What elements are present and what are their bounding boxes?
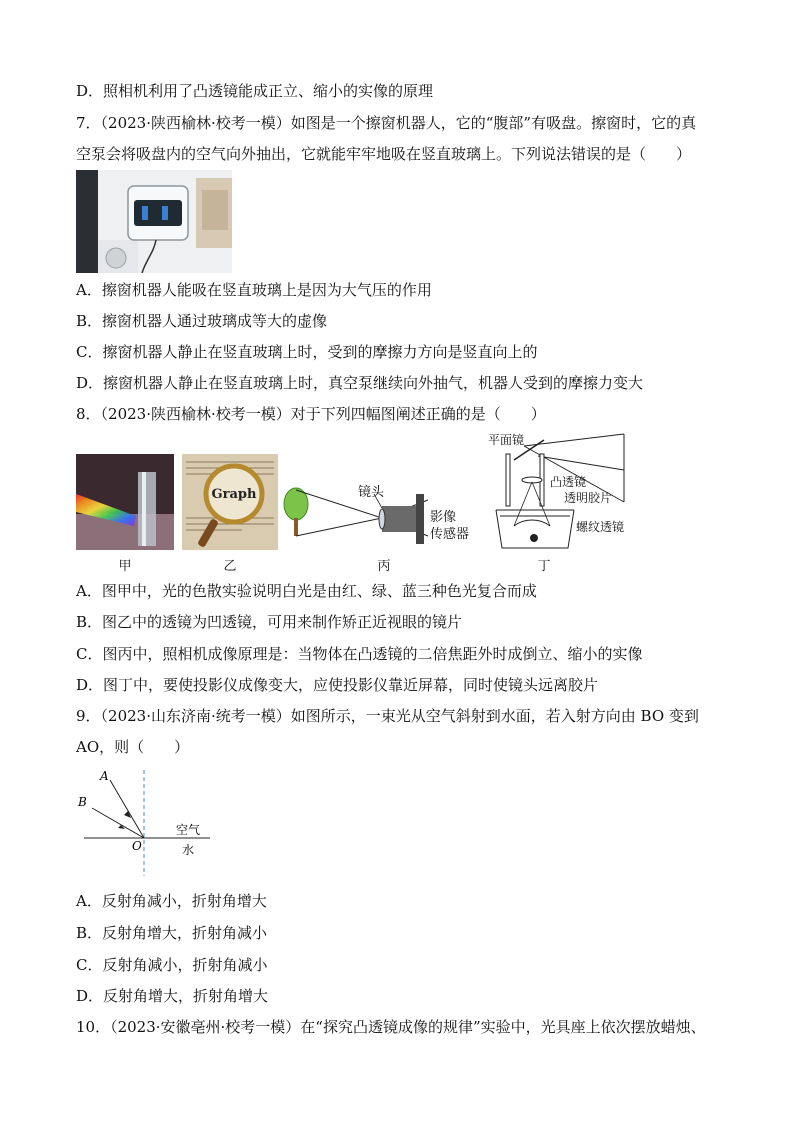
label-water: 水 [182, 843, 195, 857]
caption-ding: 丁 [537, 559, 551, 574]
q8-option-b: B．图乙中的透镜为凹透镜，可用来制作矫正近视眼的镜片 [76, 613, 463, 631]
refraction-diagram [76, 766, 216, 878]
caption-bing: 丙 [377, 559, 391, 574]
label-sensor-1: 影像 [430, 510, 457, 525]
caption-jia: 甲 [118, 559, 132, 574]
q9-option-b: B．反射角增大，折射角减小 [76, 924, 268, 942]
label-convex-lens: 凸透镜 [550, 475, 587, 489]
q7-option-a: A．擦窗机器人能吸在竖直玻璃上是因为大气压的作用 [76, 281, 432, 299]
q9-option-a: A．反射角减小，折射角增大 [76, 892, 267, 910]
label-transparent-film: 透明胶片 [564, 491, 613, 505]
q7-option-b: B．擦窗机器人通过玻璃成等大的虚像 [76, 312, 328, 330]
q7-option-d: D．擦窗机器人静止在竖直玻璃上时，真空泵继续向外抽气，机器人受到的摩擦力变大 [76, 374, 644, 392]
label-A: A [100, 769, 109, 783]
label-air: 空气 [176, 823, 201, 837]
q7-stem-line1: 7．（2023·陕西榆林·校考一模）如图是一个擦窗机器人，它的“腹部”有吸盘。擦窗时，它的真 [76, 114, 697, 132]
label-O: O [132, 839, 142, 853]
q6-option-d: D．照相机利用了凸透镜能成正立、缩小的实像的原理 [76, 82, 434, 100]
magnifier-photo [182, 454, 278, 550]
q8-option-d: D．图丁中，要使投影仪成像变大，应使投影仪靠近屏幕，同时使镜头远离胶片 [76, 676, 599, 694]
q9-stem-line1: 9．（2023·山东济南·统考一模）如图所示，一束光从空气斜射到水面，若入射方向由 BO 变到 [76, 707, 699, 725]
label-plane-mirror: 平面镜 [488, 433, 525, 447]
prism-dispersion-photo [76, 454, 174, 550]
caption-yi: 乙 [223, 559, 237, 574]
window-cleaning-robot-photo [76, 170, 232, 273]
q8-option-c: C．图丙中，照相机成像原理是：当物体在凸透镜的二倍焦距外时成倒立、缩小的实像 [76, 645, 643, 663]
magnifier-text: Graph [211, 487, 257, 502]
q10-stem-line1: 10．（2023·安徽亳州·校考一模）在“探究凸透镜成像的规律”实验中，光具座上依次摆放蜡烛、 [76, 1018, 706, 1036]
q7-stem-line2: 空泵会将吸盘内的空气向外抽出，它就能牢牢地吸在竖直玻璃上。下列说法错误的是（ ） [76, 145, 692, 163]
label-fresnel-lens: 螺纹透镜 [576, 520, 625, 534]
q7-option-c: C．擦窗机器人静止在竖直玻璃上时，受到的摩擦力方向是竖直向上的 [76, 343, 538, 361]
label-sensor-2: 传感器 [430, 527, 470, 542]
q9-option-c: C．反射角减小，折射角减小 [76, 956, 268, 974]
label-B: B [78, 795, 87, 809]
q8-option-a: A．图甲中，光的色散实验说明白光是由红、绿、蓝三种色光复合而成 [76, 582, 537, 600]
label-lens: 镜头 [358, 485, 385, 500]
q9-stem-line2: AO，则（ ） [76, 738, 190, 756]
q9-option-d: D．反射角增大，折射角增大 [76, 987, 269, 1005]
q8-stem: 8．（2023·陕西榆林·校考一模）对于下列四幅图阐述正确的是（ ） [76, 405, 546, 423]
